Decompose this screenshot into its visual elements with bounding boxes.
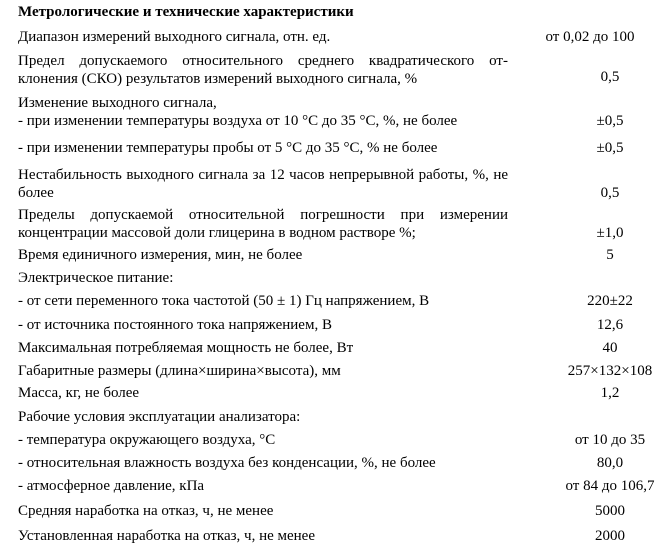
spec-row — [18, 94, 508, 112]
spec-row — [18, 408, 508, 426]
spec-row — [18, 246, 508, 264]
spec-row — [18, 52, 508, 88]
spec-value: 257×132×108 — [567, 363, 653, 379]
spec-value: 5 — [606, 247, 614, 263]
spec-row — [18, 362, 508, 380]
spec-row — [18, 527, 508, 545]
spec-row — [18, 269, 508, 287]
spec-row — [18, 112, 508, 130]
spec-value: 1,2 — [600, 385, 620, 401]
spec-row — [18, 384, 508, 402]
spec-value: 2000 — [595, 528, 625, 544]
spec-label: Рабочие условия эксплуатации анализатора: — [18, 409, 301, 425]
spec-label: - атмосферное давление, кПа — [18, 478, 205, 494]
spec-value: 5000 — [595, 503, 625, 519]
spec-label: Средняя наработка на отказ, ч, не менее — [18, 503, 274, 519]
spec-label: Пределы допускаемой относительной погрешности при измерении концентрации массовой доли глицерина в водном растворе %; — [18, 207, 508, 241]
spec-value: 80,0 — [596, 455, 624, 471]
spec-row — [18, 477, 508, 495]
spec-label: Нестабильность выходного сигнала за 12 часов непрерывной работы, %, не более — [18, 167, 508, 201]
spec-label: Электрическое питание: — [18, 270, 174, 286]
spec-label: - относительная влажность воздуха без конденсации, %, не более — [18, 455, 436, 471]
spec-value: ±1,0 — [596, 225, 624, 241]
spec-label: - при изменении температуры воздуха от 10 °С до 35 °С, %, не более — [18, 113, 458, 129]
spec-label: Предел допускаемого относительного среднего квадратического от- клонения (СКО) результатов измерений выходного сигнала, % — [18, 53, 508, 87]
spec-value: 0,5 — [600, 185, 620, 201]
spec-row — [18, 166, 508, 202]
spec-value: от 0,02 до 100 — [545, 29, 635, 45]
spec-label: Габаритные размеры (длина×ширина×высота), мм — [18, 363, 341, 379]
spec-row — [18, 28, 508, 46]
spec-value: 12,6 — [596, 317, 624, 333]
spec-value: от 10 до 35 — [574, 432, 646, 448]
spec-label: Время единичного измерения, мин, не более — [18, 247, 303, 263]
spec-value: 0,5 — [600, 69, 620, 85]
spec-label: Масса, кг, не более — [18, 385, 140, 401]
spec-value: ±0,5 — [596, 140, 624, 156]
spec-label: - от источника постоянного тока напряжением, В — [18, 317, 332, 333]
section-title: Метрологические и технические характеристики — [18, 4, 354, 20]
spec-row — [18, 454, 508, 472]
spec-row — [18, 206, 508, 242]
spec-value: ±0,5 — [596, 113, 624, 129]
spec-value: 220±22 — [587, 293, 633, 309]
spec-label: Максимальная потребляемая мощность не более, Вт — [18, 340, 354, 356]
spec-label: - температура окружающего воздуха, °С — [18, 432, 276, 448]
spec-row — [18, 502, 508, 520]
spec-label: - от сети переменного тока частотой (50 ± 1) Гц напряжением, В — [18, 293, 430, 309]
spec-value: от 84 до 106,7 — [565, 478, 655, 494]
spec-row — [18, 431, 508, 449]
spec-row — [18, 339, 508, 357]
spec-row — [18, 316, 508, 334]
spec-row — [18, 292, 508, 310]
spec-row — [18, 139, 508, 157]
spec-label: - при изменении температуры пробы от 5 °С до 35 °С, % не более — [18, 140, 438, 156]
spec-label: Установленная наработка на отказ, ч, не менее — [18, 528, 315, 544]
spec-label: Изменение выходного сигнала, — [18, 95, 217, 111]
spec-label: Диапазон измерений выходного сигнала, отн. ед. — [18, 29, 331, 45]
spec-value: 40 — [602, 340, 618, 356]
